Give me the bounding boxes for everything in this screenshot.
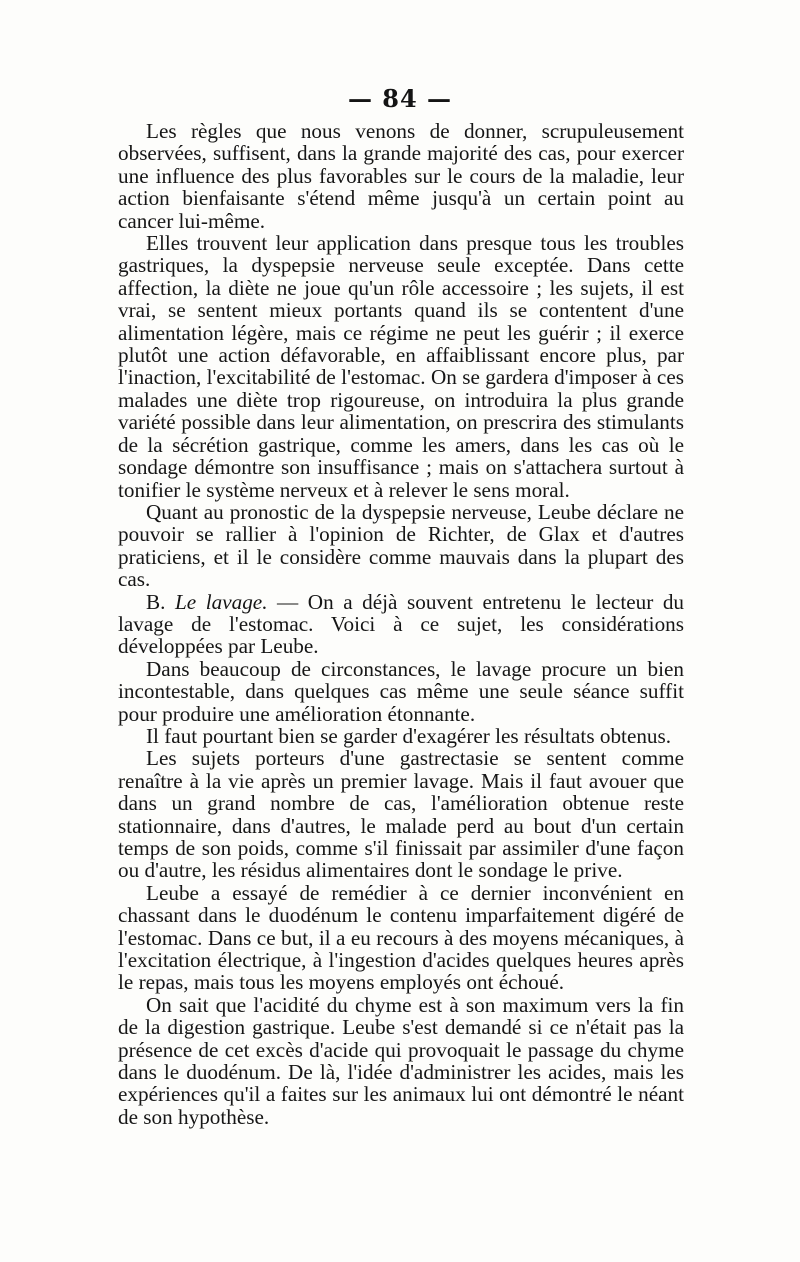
paragraph-2: Elles trouvent leur application dans presque tous les troubles gastriques, la dyspepsie nerveuse seule exceptée. Dans cette affection, la diète ne joue qu'un rôle accessoire ; les sujets, il est vrai, se sentent mieux portants quand ils se contentent d'une alimentation légère, mais ce régime ne peut les guérir ; il exerce plutôt une action défavorable, en affaiblissant encore plus, par l'inaction, l'excitabilité de l'estomac. On se gardera d'imposer à ces malades une diète trop rigoureuse, on introduira la plus grande variété possible dans leur alimentation, on prescrira des stimulants de la sécrétion gastrique, comme les amers, dans les cas où le sondage démontre son insuffisance ; mais on s'attachera surtout à tonifier le système nerveux et à relever le sens moral. (118, 231, 684, 502)
section-text: — On a déjà souvent entretenu le lecteur du lavage de l'estomac. Voici à ce sujet, les considérations développées par Leube. (118, 589, 685, 659)
page-number: — 84 — (347, 84, 453, 113)
paragraph-4-section-lavage (118, 591, 684, 658)
section-heading: Le lavage. (174, 589, 268, 614)
paragraph-6: Il faut pourtant bien se garder d'exagérer les résultats obtenus. (146, 723, 672, 748)
section-prefix: B. (146, 589, 166, 614)
paragraph-3: Quant au pronostic de la dyspepsie nerveuse, Leube déclare ne pouvoir se rallier à l'opinion de Richter, de Glax et d'autres praticiens, et il le considère comme mauvais dans la plupart des cas. (118, 499, 684, 592)
paragraph-1: Les règles que nous venons de donner, scrupuleusement observées, suffisent, dans la grande majorité des cas, pour exercer une influence des plus favorables sur le cours de la maladie, leur action bienfaisante s'étend même jusqu'à un certain point au cancer lui-même. (118, 119, 684, 233)
body-text (118, 120, 684, 1128)
paragraph-5: Dans beaucoup de circonstances, le lavage procure un bien incontestable, dans quelques cas même une seule séance suffit pour produire une amélioration étonnante. (118, 656, 684, 726)
paragraph-7: Les sujets porteurs d'une gastrectasie se sentent comme renaître à la vie après un premier lavage. Mais il faut avouer que dans un grand nombre de cas, l'amélioration obtenue reste stationnaire, dans d'autres, le malade perd au bout d'un certain temps de son poids, comme s'il finissait par assimiler d'une façon ou d'autre, les résidus alimentaires dont le sondage le prive. (118, 746, 684, 883)
paragraph-8: Leube a essayé de remédier à ce dernier inconvénient en chassant dans le duodénum le contenu imparfaitement digéré de l'estomac. Dans ce but, il a eu recours à des moyens mécaniques, à l'excitation électrique, à l'ingestion d'acides quelques heures après le repas, mais tous les moyens employés ont échoué. (118, 880, 684, 995)
paragraph-9: On sait que l'acidité du chyme est à son maximum vers la fin de la digestion gastrique. Leube s'est demandé si ce n'était pas la présence de cet excès d'acide qui provoquait le passage du chyme dans le duodénum. De là, l'idée d'administrer les acides, mais les expériences qu'il a faites sur les animaux lui ont démontré le néant de son hypothèse. (118, 992, 684, 1129)
